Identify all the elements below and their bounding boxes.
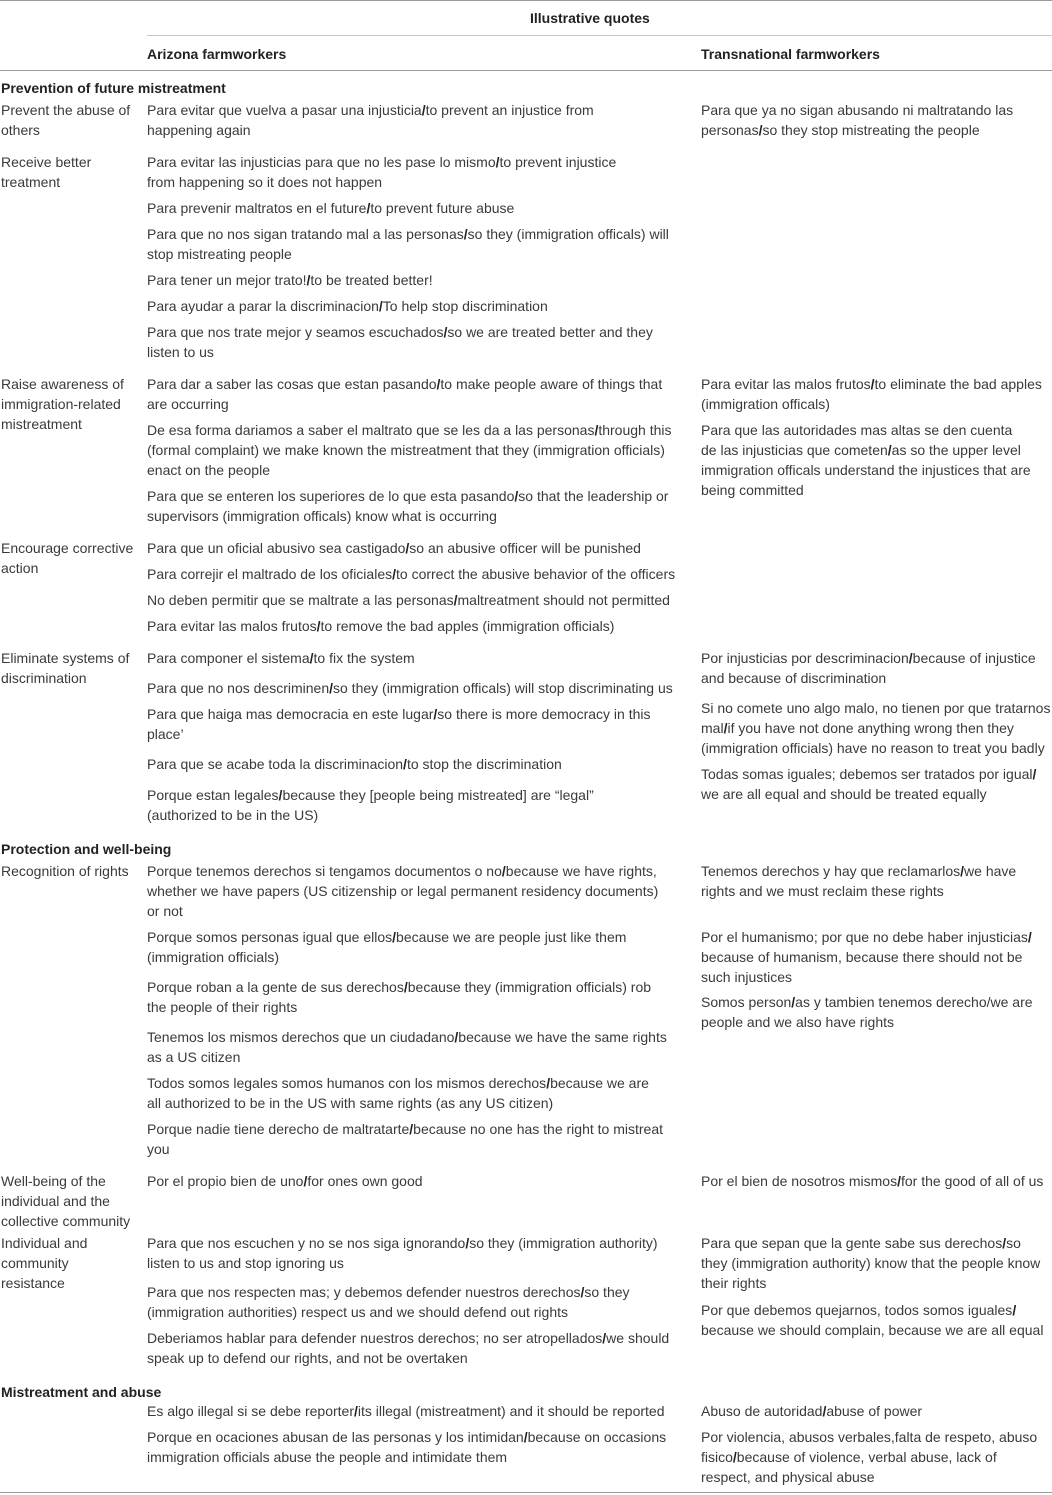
- arizona-quote: [147, 538, 685, 558]
- quote-line: (immigration officals): [701, 396, 830, 412]
- quote-separator: /: [403, 979, 408, 995]
- category-label: [1, 374, 139, 434]
- header-bottom-rule: [0, 70, 1052, 71]
- category-line: discrimination: [1, 670, 87, 686]
- quote-line: Para que un oficial abusivo sea castigado/so an abusive officer will be punished: [147, 540, 641, 556]
- category-label: [1, 538, 139, 578]
- arizona-quote: [147, 590, 685, 610]
- quote-line: mal/if you have not done anything wrong then they: [701, 720, 1014, 736]
- quote-line: Para dar a saber las cosas que estan pasando/to make people aware of things that: [147, 376, 663, 392]
- quote-separator: /: [392, 566, 396, 582]
- transnational-quote: [701, 420, 1051, 500]
- quote-line: Para que ya no sigan abusando ni maltratando las: [701, 102, 1014, 118]
- quote-line: personas/so they stop mistreating the people: [701, 122, 980, 138]
- quote-line: Para prevenir maltratos en el future/to prevent future abuse: [147, 200, 515, 216]
- quote-line: as a US citizen: [147, 1049, 241, 1065]
- arizona-quote: [147, 678, 685, 698]
- category-line: mistreatment: [1, 416, 82, 432]
- quote-line: Por injusticias por descriminacion/because of injustice: [701, 650, 1036, 666]
- arizona-quote: [147, 616, 685, 636]
- quote-line: Para que nos trate mejor y seamos escuchados/so we are treated better and they: [147, 324, 653, 340]
- quote-line: all authorized to be in the US with same rights (as any US citizen): [147, 1095, 554, 1111]
- category-line: community: [1, 1255, 69, 1271]
- arizona-quote: [147, 1119, 685, 1159]
- quote-line: Por el bien de nosotros mismos/for the good of all of us: [701, 1173, 1044, 1189]
- quote-line: being committed: [701, 482, 804, 498]
- quote-line: people and we also have rights: [701, 1014, 895, 1030]
- transnational-quote: [701, 861, 1051, 901]
- quote-separator: /: [1012, 1302, 1017, 1318]
- category-line: Receive better: [1, 154, 92, 170]
- quote-line: (immigration officials) have no reason to treat you badly: [701, 740, 1045, 756]
- category-line: Raise awareness of: [1, 376, 124, 392]
- quote-line: Es algo illegal si se debe reporter/its illegal (mistreatment) and it should be reported: [147, 1403, 665, 1419]
- quote-separator: /: [421, 102, 426, 118]
- quote-line: Todas somas iguales; debemos ser tratados por igual/: [701, 766, 1037, 782]
- arizona-quote: [147, 152, 685, 192]
- arizona-quote: [147, 754, 685, 774]
- quote-line: Deberiamos hablar para defender nuestros derechos; no ser atropellados/we should: [147, 1330, 670, 1346]
- table-top-rule: [0, 0, 1052, 1]
- quote-line: De esa forma dariamos a saber el maltrato que se les da a las personas/through this: [147, 422, 672, 438]
- header-arizona-farmworkers: Arizona farmworkers: [147, 46, 287, 62]
- quote-line: place’: [147, 726, 184, 742]
- arizona-quote: [147, 977, 685, 1017]
- quote-line: supervisors (immigration officals) know what is occurring: [147, 508, 497, 524]
- arizona-quote: [147, 486, 685, 526]
- category-line: Individual and: [1, 1235, 88, 1251]
- quote-separator: /: [501, 863, 506, 879]
- arizona-quote: [147, 1233, 685, 1273]
- header-transnational-farmworkers: Transnational farmworkers: [701, 46, 880, 62]
- quote-separator: /: [1027, 929, 1032, 945]
- category-line: others: [1, 122, 40, 138]
- category-label: [1, 648, 139, 688]
- quote-separator: /: [870, 376, 875, 392]
- quote-line: Tenemos derechos y hay que reclamarlos/we have: [701, 863, 1017, 879]
- quote-line: speak up to defend our rights, and not be overtaken: [147, 1350, 468, 1366]
- arizona-quote: [147, 1027, 685, 1067]
- quote-line: Porque somos personas igual que ellos/because we are people just like them: [147, 929, 627, 945]
- quote-separator: /: [354, 1403, 358, 1419]
- transnational-quote: [701, 992, 1051, 1032]
- quote-separator: /: [278, 787, 283, 803]
- arizona-quote: [147, 785, 685, 825]
- transnational-quote: [701, 764, 1051, 804]
- arizona-quote: [147, 648, 685, 668]
- table-bottom-rule: [0, 1492, 1052, 1493]
- arizona-quote: [147, 1401, 685, 1421]
- quote-line: Para tener un mejor trato!/to be treated better!: [147, 272, 433, 288]
- quote-line: they (immigration authority) know that the people know: [701, 1255, 1041, 1271]
- category-line: treatment: [1, 174, 61, 190]
- quote-separator: /: [758, 122, 763, 138]
- quote-separator: /: [454, 1029, 459, 1045]
- header-illustrative-quotes: Illustrative quotes: [530, 10, 650, 26]
- quote-separator: /: [465, 1235, 470, 1251]
- quote-separator: /: [594, 422, 599, 438]
- quote-separator: /: [908, 650, 913, 666]
- category-line: immigration-related: [1, 396, 121, 412]
- quote-line: Porque en ocaciones abusan de las personas y los intimidan/because on occasions: [147, 1429, 667, 1445]
- quote-line: Para que nos escuchen y no se nos siga ignorando/so they (immigration authority): [147, 1235, 658, 1251]
- section-title: Mistreatment and abuse: [1, 1384, 162, 1400]
- quote-line: because of humanism, because there should not be: [701, 949, 1023, 965]
- quote-separator: /: [1002, 1235, 1007, 1251]
- quote-line: Todos somos legales somos humanos con los mismos derechos/because we are: [147, 1075, 649, 1091]
- category-line: Prevent the abuse of: [1, 102, 131, 118]
- arizona-quote: [147, 420, 685, 480]
- header-sub-rule: [147, 35, 1052, 36]
- quote-line: immigration officals understand the injustices that are: [701, 462, 1031, 478]
- quote-line: Para ayudar a parar la discriminacion/To help stop discrimination: [147, 298, 548, 314]
- section-title: Prevention of future mistreatment: [1, 80, 226, 96]
- arizona-quote: [147, 296, 685, 316]
- quote-line: stop mistreating people: [147, 246, 292, 262]
- arizona-quote: [147, 704, 685, 744]
- quote-separator: /: [405, 540, 410, 556]
- quote-separator: /: [791, 994, 796, 1010]
- quote-line: such injustices: [701, 969, 793, 985]
- quote-line: the people of their rights: [147, 999, 298, 1015]
- arizona-quote: [147, 1282, 685, 1322]
- quote-line: Para que no nos sigan tratando mal a las personas/so they (immigration officals) will: [147, 226, 669, 242]
- quote-line: Por que debemos quejarnos, todos somos iguales/: [701, 1302, 1017, 1318]
- quote-separator: /: [392, 929, 397, 945]
- category-line: Encourage corrective: [1, 540, 134, 556]
- category-line: Eliminate systems of: [1, 650, 130, 666]
- quote-line: Para componer el sistema/to fix the system: [147, 650, 415, 666]
- arizona-quote: [147, 322, 685, 362]
- quote-line: Para que se enteren los superiores de lo que esta pasando/so that the leadership or: [147, 488, 669, 504]
- quote-separator: /: [316, 618, 321, 634]
- category-label: [1, 1233, 139, 1293]
- category-line: Recognition of rights: [1, 863, 129, 879]
- transnational-quote: [701, 1171, 1051, 1191]
- category-label: [1, 100, 139, 140]
- arizona-quote: [147, 1073, 685, 1113]
- quote-line: Abuso de autoridad/abuse of power: [701, 1403, 923, 1419]
- quote-line: Para evitar las malos frutos/to eliminate the bad apples: [701, 376, 1042, 392]
- quote-line: because we should complain, because we are all equal: [701, 1322, 1044, 1338]
- arizona-quote: [147, 564, 685, 584]
- category-line: individual and the: [1, 1193, 110, 1209]
- quote-separator: /: [463, 226, 468, 242]
- quote-line: respect, and physical abuse: [701, 1469, 875, 1485]
- quote-line: Para que sepan que la gente sabe sus derechos/so: [701, 1235, 1021, 1251]
- quote-line: (immigration officials): [147, 949, 279, 965]
- quote-separator: /: [495, 154, 500, 170]
- quote-line: immigration officials abuse the people and intimidate them: [147, 1449, 508, 1465]
- quote-separator: /: [523, 1429, 528, 1445]
- quote-separator: /: [436, 376, 441, 392]
- quote-line: Para que haiga mas democracia en este lugar/so there is more democracy in this: [147, 706, 651, 722]
- quote-line: listen to us: [147, 344, 214, 360]
- quote-separator: /: [433, 706, 438, 722]
- category-line: collective community: [1, 1213, 131, 1229]
- quote-line: their rights: [701, 1275, 767, 1291]
- category-line: Well-being of the: [1, 1173, 106, 1189]
- quote-line: Por el humanismo; por que no debe haber injusticias/: [701, 929, 1032, 945]
- quote-line: Para que nos respecten mas; y debemos defender nuestros derechos/so they: [147, 1284, 630, 1300]
- quote-separator: /: [732, 1449, 737, 1465]
- quote-line: (immigration authorities) respect us and we should defend out rights: [147, 1304, 568, 1320]
- quote-separator: /: [897, 1173, 901, 1189]
- category-line: resistance: [1, 1275, 65, 1291]
- quote-separator: /: [366, 200, 371, 216]
- category-label: [1, 861, 139, 881]
- quote-line: (authorized to be in the US): [147, 807, 319, 823]
- transnational-quote: [701, 374, 1051, 414]
- quote-line: Para evitar las injusticias para que no les pase lo mismo/to prevent injustice: [147, 154, 617, 170]
- quote-line: we are all equal and should be treated equally: [701, 786, 987, 802]
- category-label: [1, 1171, 139, 1231]
- transnational-quote: [701, 1401, 1051, 1421]
- quote-line: Porque tenemos derechos si tengamos documentos o no/because we have rights,: [147, 863, 657, 879]
- quote-separator: /: [378, 298, 383, 314]
- quote-separator: /: [409, 1121, 414, 1137]
- quote-line: Somos person/as y tambien tenemos derecho/we are: [701, 994, 1033, 1010]
- quote-line: Para evitar las malos frutos/to remove the bad apples (immigration officials): [147, 618, 615, 634]
- quote-separator: /: [303, 1173, 308, 1189]
- arizona-quote: [147, 100, 685, 140]
- quote-separator: /: [580, 1284, 585, 1300]
- arizona-quote: [147, 224, 685, 264]
- quote-line: from happening so it does not happen: [147, 174, 383, 190]
- quote-separator: /: [723, 720, 728, 736]
- quote-separator: /: [960, 863, 965, 879]
- arizona-quote: [147, 374, 685, 414]
- quote-line: (formal complaint) we make known the mistreatment that they (immigration officials): [147, 442, 665, 458]
- quote-line: or not: [147, 903, 183, 919]
- arizona-quote: [147, 861, 685, 921]
- arizona-quote: [147, 1171, 685, 1191]
- transnational-quote: [701, 100, 1051, 140]
- arizona-quote: [147, 198, 685, 218]
- quote-line: Tenemos los mismos derechos que un ciudadano/because we have the same rights: [147, 1029, 667, 1045]
- quote-separator: /: [546, 1075, 551, 1091]
- transnational-quote: [701, 648, 1051, 688]
- arizona-quote: [147, 1328, 685, 1368]
- quote-line: happening again: [147, 122, 251, 138]
- transnational-quote: [701, 927, 1051, 987]
- transnational-quote: [701, 1427, 1051, 1487]
- quote-line: rights and we must reclaim these rights: [701, 883, 944, 899]
- quote-separator: /: [514, 488, 519, 504]
- quote-line: Para que no nos descriminen/so they (immigration officals) will stop discriminating us: [147, 680, 673, 696]
- category-line: action: [1, 560, 39, 576]
- quote-line: Si no comete uno algo malo, no tienen por que tratarnos: [701, 700, 1051, 716]
- transnational-quote: [701, 698, 1051, 758]
- quote-line: are occurring: [147, 396, 229, 412]
- section-title: Protection and well-being: [1, 841, 172, 857]
- quote-line: Porque estan legales/because they [people being mistreated] are “legal”: [147, 787, 594, 803]
- quote-separator: /: [309, 650, 314, 666]
- quote-separator: /: [602, 1330, 607, 1346]
- quote-line: Porque nadie tiene derecho de maltratarte/because no one has the right to mistreat: [147, 1121, 663, 1137]
- quote-separator: /: [822, 1403, 827, 1419]
- category-label: [1, 152, 139, 192]
- quote-separator: /: [306, 272, 311, 288]
- quote-separator: /: [403, 756, 407, 772]
- arizona-quote: [147, 927, 685, 967]
- quote-line: Por el propio bien de uno/for ones own good: [147, 1173, 423, 1189]
- quote-separator: /: [329, 680, 333, 696]
- quote-line: you: [147, 1141, 170, 1157]
- quote-separator: /: [887, 442, 892, 458]
- quote-separator: /: [443, 324, 448, 340]
- quote-line: fisico/because of violence, verbal abuse, lack of: [701, 1449, 997, 1465]
- transnational-quote: [701, 1300, 1051, 1340]
- arizona-quote: [147, 1427, 685, 1467]
- quote-line: Para que se acabe toda la discriminacion/to stop the discrimination: [147, 756, 562, 772]
- quote-line: No deben permitir que se maltrate a las personas/maltreatment should not permitted: [147, 592, 670, 608]
- transnational-quote: [701, 1233, 1051, 1293]
- quote-separator: /: [1032, 766, 1037, 782]
- quote-line: Para evitar que vuelva a pasar una injusticia/to prevent an injustice from: [147, 102, 594, 118]
- quote-line: Por violencia, abusos verbales,falta de respeto, abuso: [701, 1429, 1038, 1445]
- quote-line: Para que las autoridades mas altas se den cuenta: [701, 422, 1013, 438]
- quote-line: Para correjir el maltrado de los oficiales/to correct the abusive behavior of the officers: [147, 566, 676, 582]
- quote-line: and because of discrimination: [701, 670, 887, 686]
- arizona-quote: [147, 270, 685, 290]
- quote-line: listen to us and stop ignoring us: [147, 1255, 344, 1271]
- quote-line: Porque roban a la gente de sus derechos/because they (immigration officials) rob: [147, 979, 652, 995]
- quote-line: de las injusticias que cometen/as so the upper level: [701, 442, 1021, 458]
- quote-line: enact on the people: [147, 462, 270, 478]
- quote-line: whether we have papers (US citizenship or legal permanent residency documents): [147, 883, 659, 899]
- quote-separator: /: [453, 592, 458, 608]
